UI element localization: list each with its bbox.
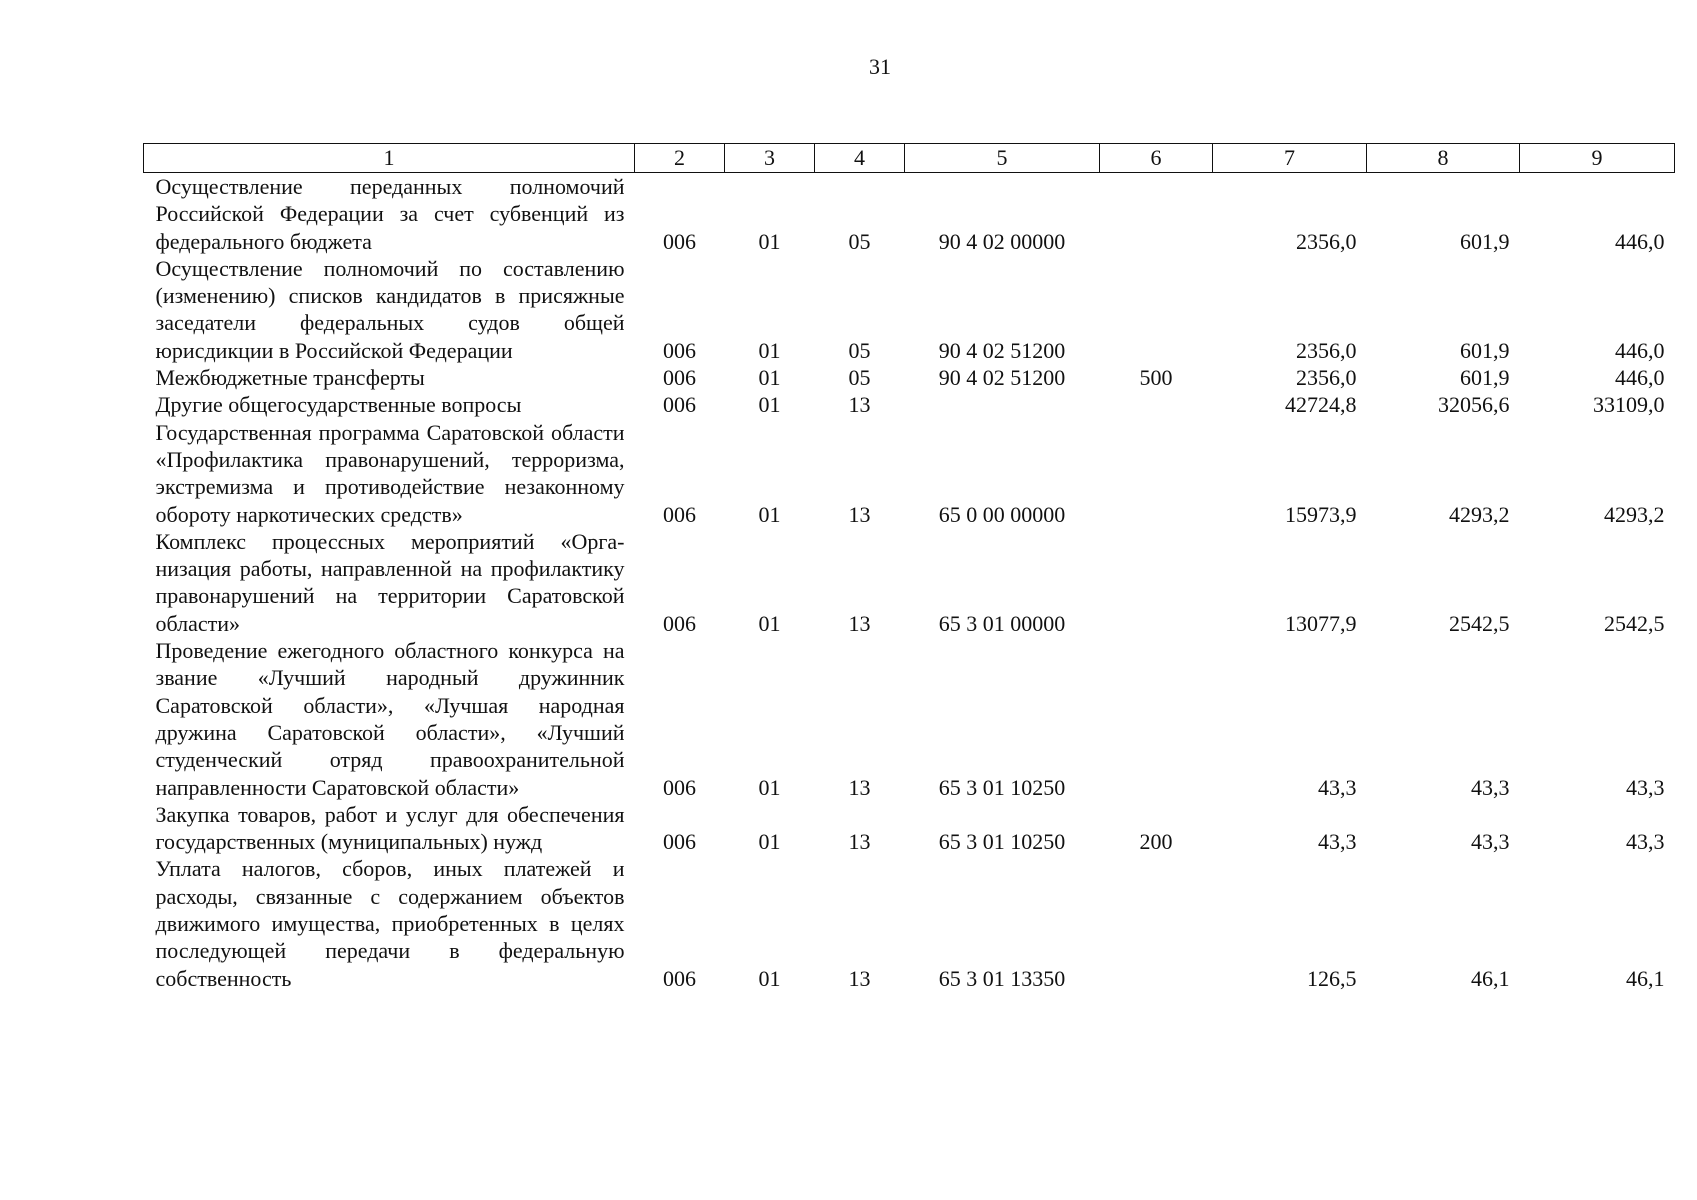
cell-c3: 01 bbox=[758, 392, 781, 418]
column-header: 7 bbox=[1213, 144, 1367, 173]
cell-c2: 006 bbox=[663, 829, 696, 855]
column-header: 6 bbox=[1100, 144, 1213, 173]
cell-c8: 601,9 bbox=[1460, 337, 1510, 363]
cell-c7: 15973,9 bbox=[1285, 501, 1357, 527]
cell-c3: 01 bbox=[758, 610, 781, 636]
cell-c8: 601,9 bbox=[1460, 228, 1510, 254]
cell-c2: 006 bbox=[663, 228, 696, 254]
row-name-cell: Осуществление полномочий по составлению (изменению) списков кандидатов в присяжные заседатели федеральных судов общей юрисдикции в Российской Федерации bbox=[155, 255, 625, 363]
cell-c5: 65 0 00 00000 bbox=[938, 501, 1066, 527]
table-row bbox=[144, 173, 1675, 255]
column-header: 3 bbox=[725, 144, 815, 173]
cell-c9: 46,1 bbox=[1626, 965, 1665, 991]
column-header: 2 bbox=[635, 144, 725, 173]
cell-c6 bbox=[1100, 391, 1213, 418]
cell-c6 bbox=[1100, 637, 1213, 801]
cell-c2: 006 bbox=[663, 337, 696, 363]
table-row bbox=[144, 255, 1675, 364]
row-name-cell: Государственная программа Саратовской области «Профилактика правонарушений, терроризма, экстремизма и противодействие незаконному обороту наркотических средств» bbox=[155, 419, 625, 527]
cell-c9: 43,3 bbox=[1626, 829, 1665, 855]
column-header: 1 bbox=[144, 144, 635, 173]
cell-c6 bbox=[1100, 855, 1213, 991]
cell-c6 bbox=[1100, 173, 1213, 255]
cell-c6 bbox=[1100, 255, 1213, 364]
cell-c3: 01 bbox=[758, 501, 781, 527]
column-header: 9 bbox=[1520, 144, 1675, 173]
cell-c7: 43,3 bbox=[1318, 829, 1357, 855]
cell-c3: 01 bbox=[758, 774, 781, 800]
cell-c9: 446,0 bbox=[1615, 228, 1665, 254]
cell-c4: 13 bbox=[848, 965, 871, 991]
cell-c5: 65 3 01 00000 bbox=[938, 610, 1066, 636]
cell-c8: 43,3 bbox=[1471, 774, 1510, 800]
cell-c3: 01 bbox=[758, 965, 781, 991]
row-name-cell: Комплекс процессных мероприятий «Организация работы, направленной на профилактику правонарушений на территории Саратовской области» bbox=[155, 528, 625, 636]
cell-c8: 4293,2 bbox=[1449, 501, 1510, 527]
row-name-cell: Межбюджетные трансферты bbox=[155, 365, 425, 391]
cell-c2: 006 bbox=[663, 965, 696, 991]
cell-c9: 33109,0 bbox=[1593, 392, 1665, 418]
cell-c7: 126,5 bbox=[1307, 965, 1357, 991]
cell-c6: 200 bbox=[1139, 829, 1173, 855]
cell-c3: 01 bbox=[758, 365, 781, 391]
cell-c2: 006 bbox=[663, 610, 696, 636]
cell-c5: 90 4 02 51200 bbox=[938, 337, 1066, 363]
cell-c6 bbox=[1100, 528, 1213, 637]
cell-c8: 601,9 bbox=[1460, 365, 1510, 391]
row-name-cell: Закупка товаров, работ и услуг для обеспечения государственных (муниципальных) нужд bbox=[155, 801, 625, 855]
cell-c7: 43,3 bbox=[1318, 774, 1357, 800]
cell-c9: 4293,2 bbox=[1604, 501, 1665, 527]
cell-c4: 05 bbox=[848, 228, 871, 254]
cell-c5 bbox=[905, 391, 1100, 418]
budget-table bbox=[143, 143, 1675, 992]
cell-c7: 2356,0 bbox=[1296, 337, 1357, 363]
table-row bbox=[144, 801, 1675, 856]
table-row bbox=[144, 855, 1675, 991]
table-row bbox=[144, 528, 1675, 637]
cell-c5: 65 3 01 10250 bbox=[938, 774, 1066, 800]
cell-c5: 90 4 02 00000 bbox=[938, 228, 1066, 254]
cell-c4: 13 bbox=[848, 501, 871, 527]
table-row bbox=[144, 364, 1675, 391]
row-name-cell: Осуществление переданных полномочий Российской Федерации за счет субвенций из федерального бюджета bbox=[155, 174, 625, 254]
cell-c4: 05 bbox=[848, 337, 871, 363]
row-name-cell: Другие общегосударственные вопросы bbox=[155, 392, 522, 418]
cell-c9: 2542,5 bbox=[1604, 610, 1665, 636]
cell-c5: 90 4 02 51200 bbox=[938, 365, 1066, 391]
cell-c6 bbox=[1100, 419, 1213, 528]
cell-c3: 01 bbox=[758, 228, 781, 254]
table-row bbox=[144, 419, 1675, 528]
cell-c9: 446,0 bbox=[1615, 337, 1665, 363]
cell-c9: 446,0 bbox=[1615, 365, 1665, 391]
cell-c3: 01 bbox=[758, 829, 781, 855]
cell-c7: 13077,9 bbox=[1285, 610, 1357, 636]
header-row bbox=[144, 144, 1675, 173]
cell-c4: 13 bbox=[848, 610, 871, 636]
column-header: 5 bbox=[905, 144, 1100, 173]
column-header: 8 bbox=[1367, 144, 1520, 173]
cell-c2: 006 bbox=[663, 392, 696, 418]
table-row bbox=[144, 637, 1675, 801]
cell-c7: 42724,8 bbox=[1285, 392, 1357, 418]
cell-c8: 46,1 bbox=[1471, 965, 1510, 991]
row-name-cell: Проведение ежегодного областного конкурса на звание «Лучший народный дружинник Саратовской области», «Лучшая народная дружина Саратовской области», «Лучший студенческий отряд правоохранительной направленности Саратовской области» bbox=[155, 638, 625, 800]
table-row bbox=[144, 391, 1675, 418]
cell-c4: 13 bbox=[848, 829, 871, 855]
cell-c2: 006 bbox=[663, 365, 696, 391]
cell-c8: 32056,6 bbox=[1438, 392, 1510, 418]
cell-c9: 43,3 bbox=[1626, 774, 1665, 800]
cell-c5: 65 3 01 13350 bbox=[938, 965, 1066, 991]
cell-c8: 43,3 bbox=[1471, 829, 1510, 855]
cell-c2: 006 bbox=[663, 774, 696, 800]
row-name-cell: Уплата налогов, сборов, иных платежей и расходы, связанные с содержанием объектов движимого имущества, приобретенных в целях последующей передачи в федеральную собственность bbox=[155, 856, 625, 991]
cell-c6: 500 bbox=[1139, 365, 1173, 391]
cell-c8: 2542,5 bbox=[1449, 610, 1510, 636]
cell-c4: 05 bbox=[848, 365, 871, 391]
cell-c2: 006 bbox=[663, 501, 696, 527]
page-number: 31 bbox=[869, 54, 891, 79]
cell-c3: 01 bbox=[758, 337, 781, 363]
column-header: 4 bbox=[815, 144, 905, 173]
cell-c7: 2356,0 bbox=[1296, 365, 1357, 391]
cell-c4: 13 bbox=[848, 392, 871, 418]
cell-c7: 2356,0 bbox=[1296, 228, 1357, 254]
cell-c5: 65 3 01 10250 bbox=[938, 829, 1066, 855]
cell-c4: 13 bbox=[848, 774, 871, 800]
